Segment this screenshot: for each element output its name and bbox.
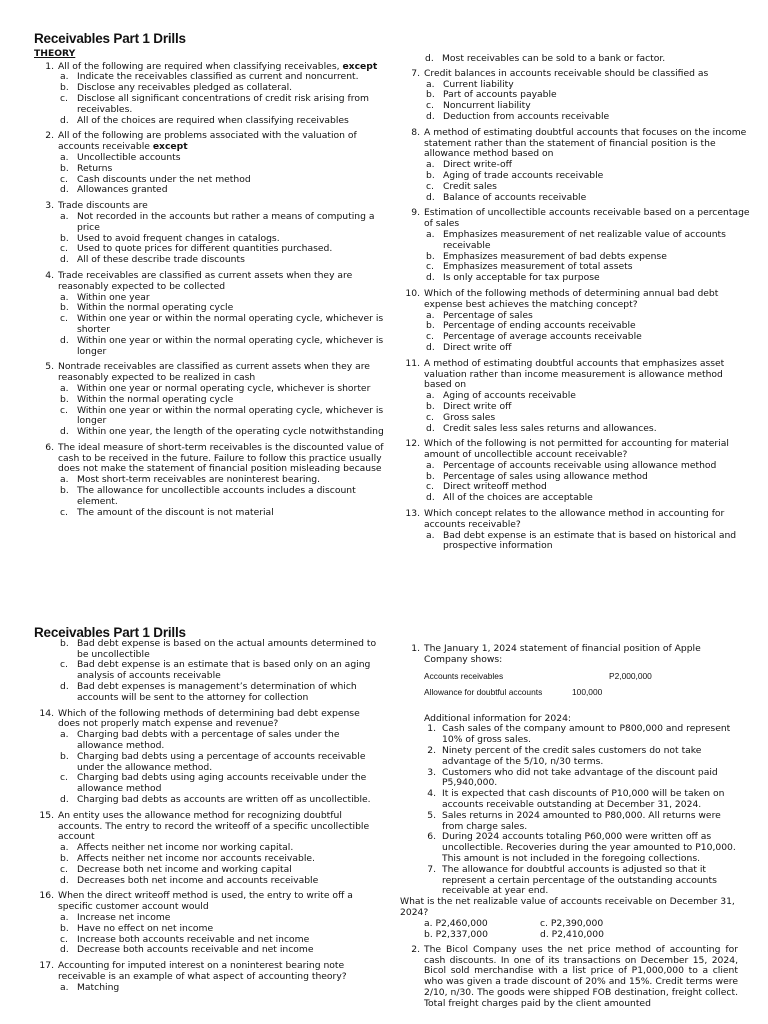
option-text: Bad debt expenses is management’s determination of which accounts will be sent to the attorney for collection — [77, 680, 357, 703]
option-text: Part of accounts payable — [443, 89, 557, 101]
option-text: Uncollectible accounts — [77, 151, 181, 163]
list-item — [400, 724, 738, 746]
option-text: Current liability — [443, 78, 514, 90]
option-letter: c. — [60, 863, 68, 875]
option-letter: a. — [60, 911, 69, 923]
option-letter: a. — [426, 159, 435, 171]
option-text: Within one year — [77, 291, 150, 303]
option-text: Bad debt expense is based on the actual amounts determined to be uncollectible — [77, 637, 377, 660]
question-number: 9. — [411, 207, 420, 219]
option-text: Indicate the receivables classified as current and noncurrent. — [77, 71, 359, 83]
option-letter: d. — [60, 114, 69, 126]
option-text: Have no effect on net income — [77, 922, 214, 934]
option-text: Used to avoid frequent changes in catalogs. — [77, 232, 280, 244]
option-letter: d. — [426, 191, 435, 203]
option-text: Within one year or normal operating cycle, whichever is shorter — [77, 382, 371, 394]
continued-option: d. Most receivables can be sold to a bank or factor. — [425, 53, 666, 64]
option-letter: c. — [426, 180, 434, 192]
option-text: The amount of the discount is not material — [77, 506, 274, 518]
option-text: Disclose all significant concentrations of credit risk arising from receivables. — [77, 92, 369, 115]
question-number: 8. — [411, 126, 420, 138]
option-text: Decreases both net income and accounts receivable — [77, 874, 319, 886]
option-letter: b. — [60, 393, 69, 405]
continued-options — [34, 639, 384, 704]
list-item — [400, 789, 738, 811]
option-letter: a. — [426, 459, 435, 471]
answer-option — [58, 945, 384, 956]
question-item — [34, 443, 384, 519]
answer-option — [58, 94, 384, 116]
option-letter: c. — [60, 173, 68, 185]
question-item — [400, 128, 750, 204]
question-text: Which of the following methods of determining bad debt expense does not properly match expense and revenue? — [58, 707, 360, 730]
answer-option — [424, 343, 750, 354]
option-text: Percentage of sales using allowance method — [443, 470, 648, 482]
option-letter: c. — [426, 261, 434, 273]
additional-info-heading: Additional information for 2024: — [424, 712, 572, 724]
option-letter: b. — [60, 162, 69, 174]
answer-option — [424, 193, 750, 204]
question-number: 4. — [45, 269, 54, 281]
option-text: Direct writeoff method — [443, 481, 547, 493]
question-number: 1. — [45, 60, 54, 72]
option-letter: c. — [60, 92, 68, 104]
page2-right-column — [400, 644, 738, 1010]
question-item — [34, 891, 384, 956]
question-number: 13. — [405, 508, 420, 520]
option-text: Matching — [77, 981, 120, 993]
question-item — [400, 509, 750, 552]
option-text: All of these describe trade discounts — [77, 254, 245, 266]
question-text: Estimation of uncollectible accounts receivable based on a percentage of sales — [424, 207, 750, 230]
section-heading: THEORY — [34, 47, 76, 59]
question-number: 2. — [45, 130, 54, 142]
option-text: Emphasizes measurement of total assets — [443, 261, 633, 273]
question-number: 14. — [39, 707, 54, 719]
answer-option — [58, 682, 384, 704]
table-row: Accounts receivables P2,000,000 — [424, 670, 652, 681]
answer-option — [58, 185, 384, 196]
option-letter: c. — [426, 100, 434, 112]
question-list — [400, 69, 750, 552]
option-text: Affects neither net income nor working capital. — [77, 842, 294, 854]
choice-left: b. P2,337,000 — [424, 928, 488, 940]
answer-option — [424, 424, 750, 435]
option-letter: d. — [60, 334, 69, 346]
question-item — [34, 961, 384, 993]
option-text: Percentage of ending accounts receivable — [443, 320, 636, 332]
option-letter: d. — [60, 254, 69, 266]
document-page-2 — [0, 620, 768, 1024]
option-letter: a. — [60, 382, 69, 394]
option-text: Direct write off — [443, 400, 512, 412]
list-text: Ninety percent of the credit sales customers do not take advantage of the 5/10, n/30 terms. — [442, 744, 702, 767]
list-text: The allowance for doubtful accounts is adjusted so that it represent a certain percentage of the outstanding accounts receivable at year end. — [442, 863, 717, 897]
option-letter: a. — [60, 842, 69, 854]
option-letter: c. — [60, 404, 68, 416]
table-row: Allowance for doubtful accounts 100,000 — [424, 686, 603, 697]
option-letter: c. — [426, 481, 434, 493]
option-text: Noncurrent liability — [443, 100, 531, 112]
option-letter: a. — [60, 474, 69, 486]
option-text: Percentage of accounts receivable using allowance method — [443, 459, 717, 471]
option-letter: d. — [426, 422, 435, 434]
answer-option — [424, 531, 750, 553]
option-text: Charging bad debts as accounts are written off as uncollectible. — [77, 793, 371, 805]
question-item — [34, 201, 384, 266]
option-letter: b. — [60, 750, 69, 762]
additional-info-list — [400, 724, 738, 897]
option-letter: a. — [426, 390, 435, 402]
answer-option — [58, 486, 384, 508]
answer-option — [424, 273, 750, 284]
answer-option — [58, 212, 384, 234]
option-letter: a. — [60, 729, 69, 741]
option-letter: a. — [60, 210, 69, 222]
question-emphasis: except — [342, 60, 378, 72]
answer-option — [424, 230, 750, 252]
answer-choices — [400, 919, 738, 941]
option-text: Cash discounts under the net method — [77, 173, 251, 185]
question-item — [34, 131, 384, 196]
option-letter: d. — [60, 793, 69, 805]
question-text: All of the following are problems associated with the valuation of accounts receivable — [58, 130, 357, 153]
answer-option — [58, 730, 384, 752]
list-item — [400, 832, 738, 864]
question-item — [400, 439, 750, 504]
option-text: Direct write-off — [443, 159, 512, 171]
question-text: Which concept relates to the allowance method in accounting for accounts receivable? — [424, 508, 725, 530]
option-text: Within one year or within the normal operating cycle, whichever is longer — [77, 334, 384, 357]
list-item — [400, 811, 738, 833]
choice-row — [400, 930, 738, 941]
option-text: Charging bad debts using aging accounts receivable under the allowance method — [77, 772, 367, 795]
question-emphasis: except — [152, 141, 188, 153]
option-text: Bad debt expense is an estimate that is based only on an aging analysis of accounts receivable — [77, 659, 371, 682]
question-text: An entity uses the allowance method for recognizing doubtful accounts. The entry to record the writeoff of a specific uncollectible account — [58, 809, 370, 843]
answer-option — [58, 314, 384, 336]
question-item — [34, 709, 384, 806]
list-text: Sales returns in 2024 amounted to P80,000. All returns were from charge sales. — [442, 809, 721, 832]
option-letter: c. — [60, 933, 68, 945]
option-text: Direct write off — [443, 341, 512, 353]
choice-right: c. P2,390,000 — [540, 917, 604, 929]
question-text: A method of estimating doubtful accounts that focuses on the income statement rather than the statement of financial position is the allowance method based on — [424, 126, 747, 160]
option-letter: b. — [426, 320, 435, 332]
page1-right-column — [400, 54, 750, 552]
option-letter: d. — [60, 680, 69, 692]
option-text: Within one year or within the normal operating cycle, whichever is longer — [77, 404, 384, 427]
list-item — [400, 865, 738, 897]
option-letter: b. — [60, 302, 69, 314]
choice-left: a. P2,460,000 — [424, 917, 488, 929]
answer-option — [58, 427, 384, 438]
question-number: 17. — [39, 960, 54, 972]
option-text: Percentage of sales — [443, 309, 533, 321]
list-number: 7. — [427, 863, 436, 875]
problem-1: 1. The January 1, 2024 statement of financial position of Apple Company shows: — [411, 643, 701, 665]
question-item — [400, 289, 750, 354]
question-number: 3. — [45, 200, 54, 212]
option-text: Aging of trade accounts receivable — [443, 169, 604, 181]
option-letter: b. — [60, 922, 69, 934]
answer-option — [424, 493, 750, 504]
option-text: Bad debt expense is an estimate that is based on historical and prospective information — [443, 529, 737, 552]
answer-option — [58, 116, 384, 127]
option-letter: b. — [60, 232, 69, 244]
option-text: Percentage of average accounts receivable — [443, 331, 642, 343]
question-number: 16. — [39, 890, 54, 902]
question-text: Which of the following is not permitted for accounting for material amount of uncollectible account receivable? — [424, 438, 729, 461]
answer-option — [58, 255, 384, 266]
option-text: Charging bad debts using a percentage of accounts receivable under the allowance method. — [77, 750, 366, 773]
question-item — [34, 271, 384, 357]
balance-table — [400, 668, 738, 700]
question-number: 7. — [411, 67, 420, 79]
question-number: 10. — [405, 287, 420, 299]
option-letter: d. — [426, 272, 435, 284]
option-letter: c. — [426, 331, 434, 343]
option-letter: d. — [426, 492, 435, 504]
option-text: Returns — [77, 162, 113, 174]
option-text: The allowance for uncollectible accounts includes a discount element. — [77, 485, 356, 507]
option-text: Not recorded in the accounts but rather a means of computing a price — [77, 210, 375, 233]
question-text: Which of the following methods of determining annual bad debt expense best achieves the matching concept? — [424, 287, 719, 310]
page-title: Receivables Part 1 Drills — [34, 31, 186, 46]
problem-question: What is the net realizable value of accounts receivable on December 31, 2024? — [400, 896, 735, 918]
question-text: When the direct writeoff method is used, the entry to write off a specific customer account would — [58, 890, 353, 913]
option-text: Gross sales — [443, 411, 496, 423]
page-title: Receivables Part 1 Drills — [34, 625, 186, 640]
option-text: Within one year or within the normal operating cycle, whichever is shorter — [77, 313, 384, 335]
question-text: Trade receivables are classified as current assets when they are reasonably expected to be collected — [58, 269, 353, 292]
option-text: Aging of accounts receivable — [443, 390, 576, 402]
option-letter: c. — [60, 243, 68, 255]
option-letter: b. — [60, 485, 69, 497]
option-text: Within the normal operating cycle — [77, 302, 234, 314]
question-text: Credit balances in accounts receivable should be classified as — [424, 67, 709, 79]
option-text: All of the choices are acceptable — [443, 492, 593, 504]
option-letter: b. — [60, 637, 69, 649]
question-text: All of the following are required when classifying receivables, — [58, 60, 340, 72]
option-letter: d. — [60, 426, 69, 438]
question-text: Trade discounts are — [58, 200, 148, 212]
option-letter: a. — [426, 529, 435, 541]
answer-option — [58, 508, 384, 519]
list-number: 5. — [427, 809, 436, 821]
problem-2: 2. The Bicol Company uses the net price method of accounting for cash discounts. In one of its transactions on December 15, 2024, Bicol sold merchandise with a list price of P1,000,000 to a client who was given a trade discount of 20% and 15%. Credit terms were 2/10, n/30. The goods were shipped FOB destination, freight collect. Total freight charges paid by the client amounted — [411, 943, 738, 1009]
option-letter: a. — [60, 291, 69, 303]
option-text: All of the choices are required when classifying receivables — [77, 114, 349, 126]
answer-option — [58, 773, 384, 795]
question-item — [400, 208, 750, 284]
list-number: 2. — [427, 744, 436, 756]
question-text: Accounting for imputed interest on a noninterest bearing note receivable is an example of what aspect of accounting theory? — [58, 960, 347, 982]
question-text: Nontrade receivables are classified as current assets when they are reasonably expected to be realized in cash — [58, 361, 370, 384]
question-list — [34, 709, 384, 994]
question-list — [34, 62, 384, 519]
list-number: 4. — [427, 788, 436, 800]
option-letter: d. — [426, 341, 435, 353]
option-letter: c. — [60, 313, 68, 325]
option-text: Decrease both accounts receivable and net income — [77, 944, 314, 956]
option-text: Credit sales less sales returns and allowances. — [443, 422, 657, 434]
option-letter: a. — [426, 309, 435, 321]
answer-option — [58, 406, 384, 428]
option-text: Within the normal operating cycle — [77, 393, 234, 405]
option-text: Increase both accounts receivable and net income — [77, 933, 310, 945]
answer-option — [58, 336, 384, 358]
option-letter: b. — [60, 852, 69, 864]
option-text: Used to quote prices for different quantities purchased. — [77, 243, 333, 255]
list-number: 3. — [427, 766, 436, 778]
option-letter: a. — [426, 228, 435, 240]
page1-left-column — [34, 31, 384, 518]
option-letter: b. — [426, 89, 435, 101]
answer-option — [58, 795, 384, 806]
option-text: Emphasizes measurement of bad debts expense — [443, 250, 667, 262]
option-text: Deduction from accounts receivable — [443, 110, 610, 122]
option-letter: b. — [60, 82, 69, 94]
option-letter: a. — [426, 78, 435, 90]
question-number: 6. — [45, 441, 54, 453]
list-item — [400, 746, 738, 768]
option-letter: a. — [60, 71, 69, 83]
option-text: Most short-term receivables are noninterest bearing. — [77, 474, 321, 486]
option-text: Disclose any receivables pledged as collateral. — [77, 82, 293, 94]
option-text: Emphasizes measurement of net realizable value of accounts receivable — [443, 228, 726, 251]
question-number: 11. — [405, 357, 420, 369]
option-text: Affects neither net income nor accounts receivable. — [77, 852, 315, 864]
answer-option — [58, 752, 384, 774]
question-text: A method of estimating doubtful accounts that emphasizes asset valuation rather than income measurement is allowance method based on — [424, 357, 725, 391]
option-text: Is only acceptable for tax purpose — [443, 272, 600, 284]
answer-option — [424, 112, 750, 123]
page2-left-column — [34, 625, 384, 994]
option-text: Within one year, the length of the operating cycle notwithstanding — [77, 426, 384, 438]
option-letter: d. — [60, 944, 69, 956]
option-letter: c. — [60, 772, 68, 784]
list-item — [400, 768, 738, 790]
option-text: Increase net income — [77, 911, 171, 923]
question-number: 15. — [39, 809, 54, 821]
answer-option — [58, 983, 384, 994]
option-letter: c. — [426, 411, 434, 423]
list-text: It is expected that cash discounts of P10,000 will be taken on accounts receivable outstanding at December 31, 2024. — [442, 788, 725, 810]
option-letter: b. — [426, 169, 435, 181]
list-text: Cash sales of the company amount to P800,000 and represent 10% of gross sales. — [442, 723, 731, 746]
answer-option — [58, 660, 384, 682]
question-item — [34, 811, 384, 887]
option-text: Decrease both net income and working capital — [77, 863, 292, 875]
list-number: 1. — [427, 723, 436, 735]
option-letter: c. — [60, 659, 68, 671]
answer-option — [58, 639, 384, 661]
option-text: Allowances granted — [77, 184, 168, 196]
option-letter: d. — [60, 184, 69, 196]
question-item — [34, 362, 384, 438]
answer-option — [58, 876, 384, 887]
question-item — [400, 359, 750, 435]
question-number: 12. — [405, 438, 420, 450]
list-number: 6. — [427, 831, 436, 843]
option-letter: b. — [426, 400, 435, 412]
option-text: Charging bad debts with a percentage of sales under the allowance method. — [77, 729, 340, 751]
option-letter: a. — [60, 981, 69, 993]
option-text: Balance of accounts receivable — [443, 191, 587, 203]
list-text: During 2024 accounts totaling P60,000 were written off as uncollectible. Recoveries during the year amounted to P10,000. This amount is not included in the foregoing collections. — [442, 831, 736, 864]
option-text: Credit sales — [443, 180, 497, 192]
list-text: Customers who did not take advantage of the discount paid P5,940,000. — [442, 766, 718, 789]
option-letter: d. — [426, 110, 435, 122]
option-letter: b. — [426, 250, 435, 262]
option-letter: a. — [60, 151, 69, 163]
question-text: The ideal measure of short-term receivables is the discounted value of cash to be received in the future. Failure to follow this practice usually does not make the statement of financial position misleading because — [58, 441, 384, 475]
question-number: 5. — [45, 361, 54, 373]
option-letter: b. — [426, 470, 435, 482]
question-item — [34, 62, 384, 127]
option-letter: c. — [60, 506, 68, 518]
question-item — [400, 69, 750, 123]
choice-right: d. P2,410,000 — [540, 928, 604, 940]
option-letter: d. — [60, 874, 69, 886]
